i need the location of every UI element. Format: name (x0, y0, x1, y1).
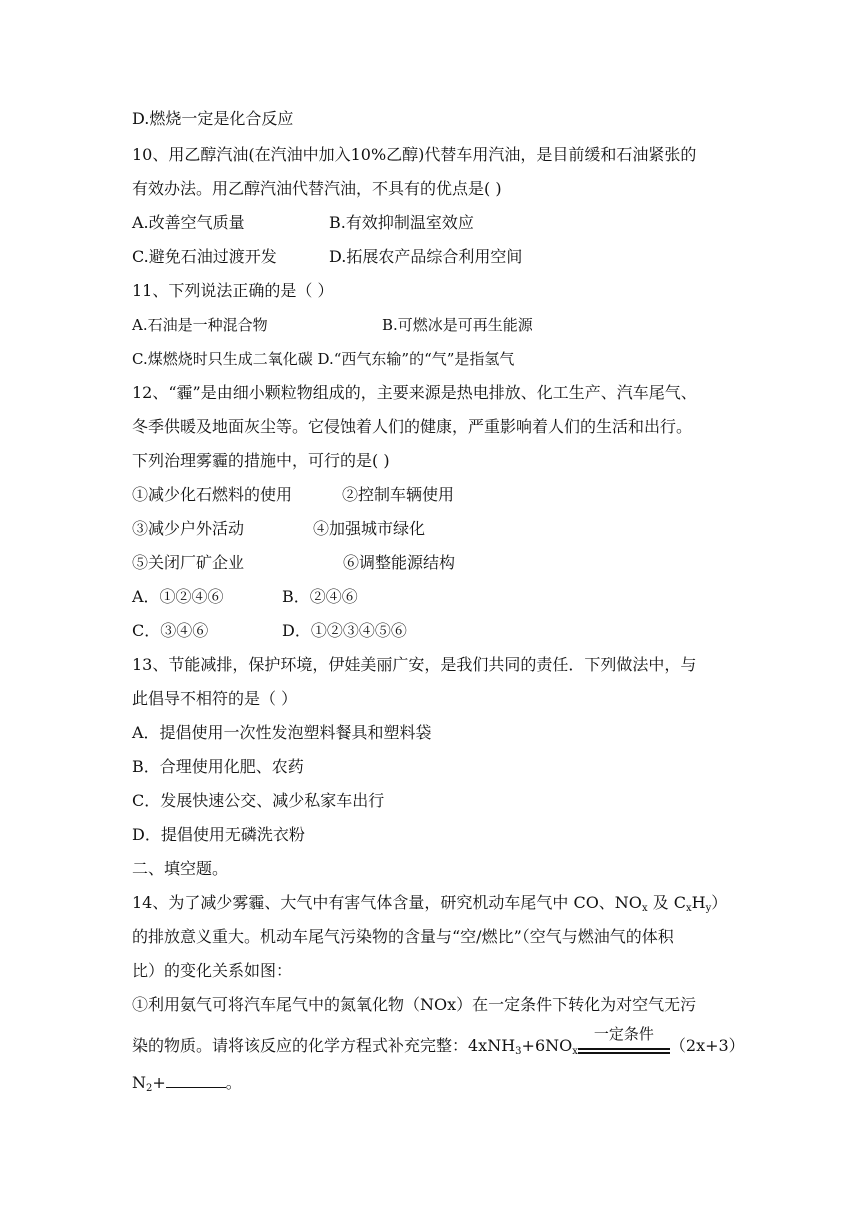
q13-stem-line1: 13、节能减排，保护环境，伊娃美丽广安，是我们共同的责任．下列做法中，与 (132, 655, 697, 674)
q10-stem-line2: 有效办法。用乙醇汽油代替汽油，不具有的优点是( ) (132, 179, 502, 198)
q13-option-b: B．合理使用化肥、农药 (132, 757, 304, 776)
q9-option-d: D.燃烧一定是化合反应 (132, 109, 294, 128)
q14-equation-continuation: $N_2+$ 。 (132, 1073, 242, 1094)
q12-stem-line1: 12、“霾”是由细小颗粒物组成的，主要来源是热电排放、化工生产、汽车尾气、 (132, 383, 697, 402)
section-heading-fill-in: 二、填空题。 (132, 859, 229, 878)
reaction-condition-arrow: 一定条件 (578, 1035, 670, 1057)
q13-stem-line2: 此倡导不相符的是（ ） (132, 689, 298, 708)
q13-option-d: D．提倡使用无磷洗衣粉 (132, 825, 305, 844)
q10-option-d: D.拓展农产品综合利用空间 (329, 247, 523, 266)
q14-part1-line1: ①利用氨气可将汽车尾气中的氮氧化物（NOx）在一定条件下转化为对空气无污 (132, 995, 697, 1014)
q10-option-c: C.避免石油过渡开发 (132, 247, 277, 266)
q12-item-4: ④加强城市绿化 (313, 519, 426, 538)
q14-stem-line2: 的排放意义重大。机动车尾气污染物的含量与“空/燃比”（空气与燃油气的体积 (132, 927, 674, 946)
q12-option-a: A．①②④⑥ (132, 587, 224, 606)
q14-stem-line3: 比）的变化关系如图： (132, 961, 293, 980)
q10-stem-line1: 10、用乙醇汽油(在汽油中加入10%乙醇)代替车用汽油，是目前缓和石油紧张的 (132, 145, 697, 164)
q12-stem-line3: 下列治理雾霾的措施中，可行的是( ) (132, 451, 390, 470)
q11-stem: 11、下列说法正确的是（ ） (132, 281, 334, 300)
q13-option-c: C．发展快速公交、减少私家车出行 (132, 791, 385, 810)
q11-option-b: B.可燃冰是可再生能源 (382, 316, 533, 334)
q12-item-5: ⑤关闭厂矿企业 (132, 553, 245, 572)
q12-stem-line2: 冬季供暖及地面灰尘等。它侵蚀着人们的健康，严重影响着人们的生活和出行。 (132, 417, 693, 436)
q11-option-a: A.石油是一种混合物 (132, 316, 268, 334)
q11-options-cd: C.煤燃烧时只生成二氧化碳 D.“西气东输”的“气”是指氢气 (132, 350, 515, 368)
answer-blank[interactable] (166, 1071, 226, 1088)
q12-option-b: B．②④⑥ (282, 587, 358, 606)
q12-item-6: ⑥调整能源结构 (343, 553, 456, 572)
q14-stem-line1: 14、为了减少雾霾、大气中有害气体含量，研究机动车尾气中 CO、$NO_x$ 及 $C_xH_y$） (132, 893, 728, 914)
q12-option-d: D．①②③④⑤⑥ (282, 621, 407, 640)
q14-equation-line: 染的物质。请将该反应的化学方程式补充完整：$4xNH_3+6NO_x$ 一定条件 （2x+3） (132, 1025, 745, 1057)
q12-item-3: ③减少户外活动 (132, 519, 245, 538)
q12-item-1: ①减少化石燃料的使用 (132, 485, 293, 504)
q13-option-a: A．提倡使用一次性发泡塑料餐具和塑料袋 (132, 723, 432, 742)
q10-option-b: B.有效抑制温室效应 (329, 213, 474, 232)
q12-option-c: C．③④⑥ (132, 621, 209, 640)
q12-item-2: ②控制车辆使用 (342, 485, 455, 504)
q10-option-a: A.改善空气质量 (132, 213, 245, 232)
